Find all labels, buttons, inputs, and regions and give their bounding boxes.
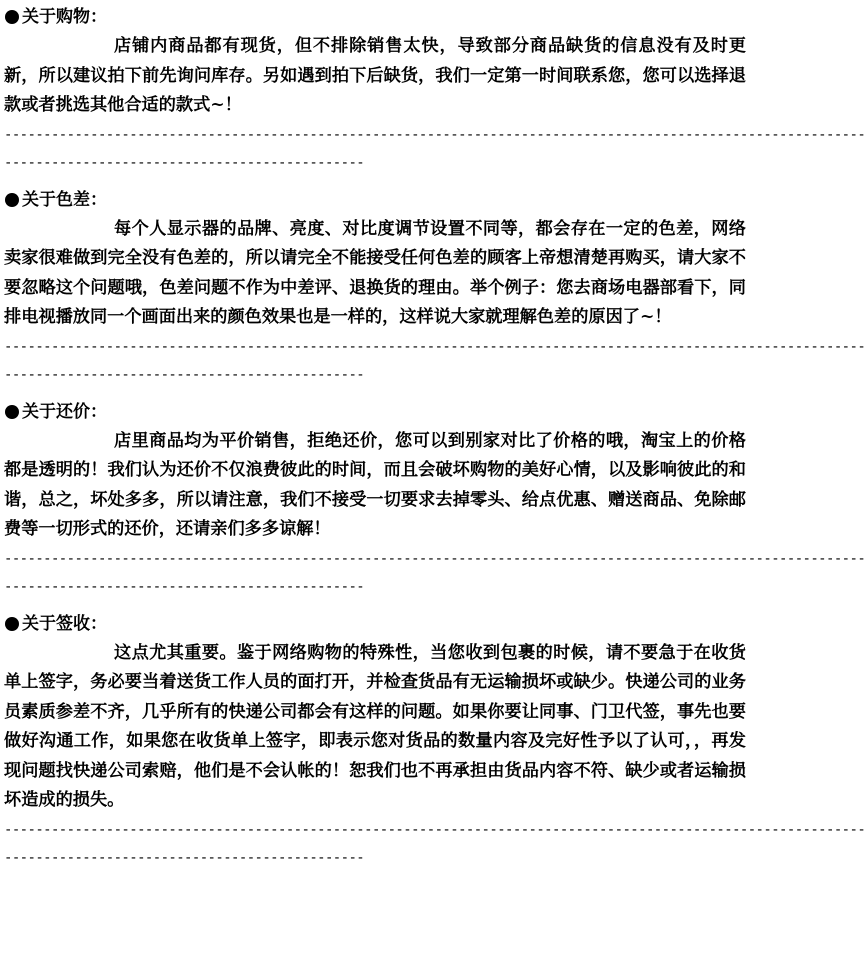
divider-line: --------------------------------------------------------------------------------------------------------------	[4, 821, 865, 838]
section-color-difference	[4, 185, 865, 389]
divider-line: ----------------------------------------------	[4, 849, 365, 866]
section-heading	[4, 2, 746, 32]
section-body: 每个人显示器的品牌、亮度、对比度调节设置不同等，都会存在一定的色差，网络卖家很难做到完全没有色差的，所以请完全不能接受任何色差的顾客上帝想清楚再购买，请大家不要忽略这个问题哦，色差问题不作为中差评、退换货的理由。举个例子：您去商场电器部看下，同排电视播放同一个画面出来的颜色效果也是一样的，这样说大家就理解色差的原因了~！	[4, 218, 746, 327]
bullet-icon	[5, 405, 19, 419]
bullet-icon	[5, 193, 19, 207]
divider-line: ----------------------------------------------	[4, 578, 365, 595]
bullet-icon	[5, 617, 19, 631]
section-heading	[4, 609, 746, 639]
divider-line: ----------------------------------------------	[4, 366, 365, 383]
section-heading	[4, 185, 746, 215]
section-body: 店铺内商品都有现货，但不排除销售太快，导致部分商品缺货的信息没有及时更新，所以建议拍下前先询问库存。另如遇到拍下后缺货，我们一定第一时间联系您，您可以选择退款或者挑选其他合适的款式~！	[4, 36, 746, 115]
section-heading	[4, 397, 746, 427]
section-heading-text: 关于还价：	[22, 401, 107, 422]
divider-line: --------------------------------------------------------------------------------------------------------------	[4, 126, 865, 143]
divider-line: --------------------------------------------------------------------------------------------------------------	[4, 550, 865, 567]
divider-line: ----------------------------------------------	[4, 154, 365, 171]
section-heading-text: 关于购物：	[22, 7, 107, 27]
section-signing	[4, 609, 865, 872]
section-bargaining	[4, 397, 865, 601]
section-heading-text: 关于签收：	[22, 613, 107, 634]
divider-line: --------------------------------------------------------------------------------------------------------------	[4, 338, 865, 355]
section-body: 这点尤其重要。鉴于网络购物的特殊性，当您收到包裹的时候，请不要急于在收货单上签字，务必要当着送货工作人员的面打开，并检查货品有无运输损坏或缺少。快递公司的业务员素质参差不齐，几乎所有的快递公司都会有这样的问题。如果你要让同事、门卫代签，事先也要做好沟通工作，如果您在收货单上签字，即表示您对货品的数量内容及完好性予以了认可，，再发现问题找快递公司索赔，他们是不会认帐的！恕我们也不再承担由货品内容不符、缺少或者运输损坏造成的损失。	[4, 642, 746, 810]
section-heading-text: 关于色差：	[22, 189, 107, 210]
bullet-icon	[5, 10, 19, 24]
section-body: 店里商品均为平价销售，拒绝还价，您可以到别家对比了价格的哦，淘宝上的价格都是透明的！我们认为还价不仅浪费彼此的时间，而且会破坏购物的美好心情，以及影响彼此的和谐，总之，坏处多多，所以请注意，我们不接受一切要求去掉零头、给点优惠、赠送商品、免除邮费等一切形式的还价，还请亲们多多谅解！	[4, 430, 746, 539]
section-shopping	[4, 2, 865, 177]
